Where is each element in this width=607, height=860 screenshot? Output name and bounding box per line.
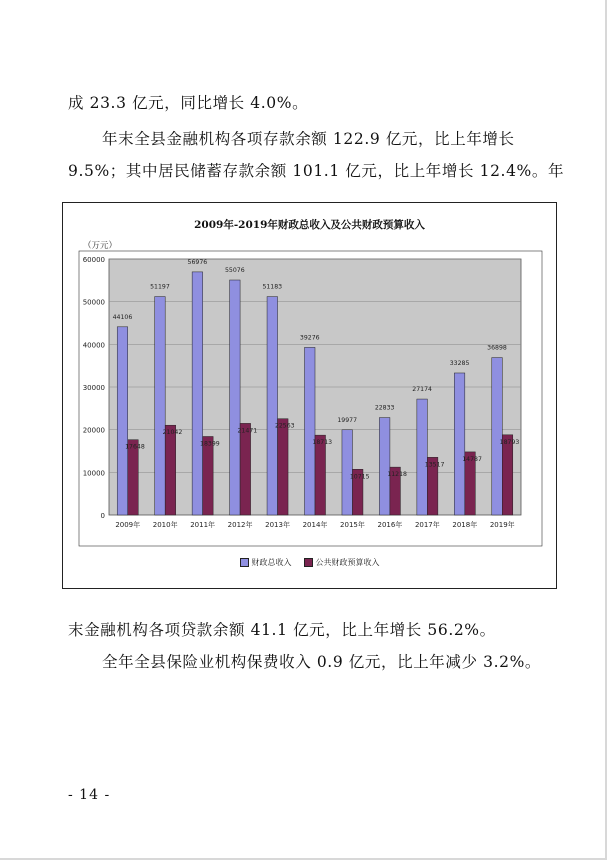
page-number: - 14 - [68,787,111,803]
data-label: 36898 [487,344,507,352]
bar-total-revenue [192,272,203,515]
bar-public-budget-revenue [315,435,326,515]
paragraph-line-1: 成 23.3 亿元，同比增长 4.0%。 [68,94,309,112]
data-label: 14787 [462,455,482,463]
bar-public-budget-revenue [502,435,512,515]
x-tick-label: 2010年 [152,521,178,529]
paragraph-line-3: 9.5%；其中居民储蓄存款余额 101.1 亿元，比上年增长 12.4%。年 [68,162,565,180]
bar-public-budget-revenue [128,440,138,515]
legend-item-total-revenue [240,557,292,568]
legend-label-public-budget-revenue: 公共财政预算收入 [315,558,380,567]
bar-total-revenue [117,327,128,515]
data-label: 22833 [374,404,395,412]
bar-chart [63,203,558,590]
data-label: 17648 [125,443,145,451]
bar-total-revenue [492,358,503,515]
bar-total-revenue [155,297,166,515]
x-tick-label: 2015年 [340,521,365,529]
data-label: 11218 [387,471,408,479]
data-label: 19977 [337,416,358,424]
y-tick-label: 10000 [82,469,105,478]
paragraph-line-2: 年末全县金融机构各项存款余额 122.9 亿元，比上年增长 [102,130,515,148]
bar-total-revenue [230,280,241,515]
data-label: 55076 [224,267,245,275]
data-label: 13517 [424,461,445,469]
x-tick-label: 2009年 [115,521,141,529]
bar-public-budget-revenue [240,423,251,515]
x-tick-label: 2011年 [190,521,216,529]
data-label: 44106 [112,313,133,321]
bar-public-budget-revenue [203,436,214,515]
paragraph-line-4: 末金融机构各项贷款余额 41.1 亿元，比上年增长 56.2%。 [68,621,496,639]
data-label: 18399 [200,440,220,448]
legend-swatch-public-budget-revenue [304,558,313,567]
chart-title: 2009年-2019年财政总收入及公共财政预算收入 [194,219,425,231]
data-label: 56976 [187,258,208,266]
x-tick-label: 2019年 [489,521,515,529]
data-label: 18793 [499,438,520,446]
data-label: 33285 [449,359,470,367]
data-label: 51183 [262,283,283,291]
y-tick-label: 0 [100,512,105,520]
x-tick-label: 2016年 [377,521,403,529]
chart-legend [63,557,556,568]
x-tick-label: 2012年 [227,521,253,529]
x-tick-label: 2013年 [265,521,290,529]
data-label: 39276 [299,334,320,342]
bar-public-budget-revenue [165,425,176,515]
y-tick-label: 60000 [82,256,105,264]
x-tick-label: 2014年 [302,521,328,529]
x-tick-label: 2017年 [414,521,440,529]
bar-total-revenue [417,399,428,515]
y-tick-label: 30000 [82,384,105,392]
data-label: 21042 [162,429,183,437]
data-label: 22563 [274,422,295,430]
legend-item-public-budget-revenue [304,557,380,568]
legend-swatch-total-revenue [240,558,249,567]
data-label: 18713 [312,439,333,447]
bar-total-revenue [267,297,278,515]
bar-total-revenue [305,347,316,515]
data-label: 10715 [349,473,370,481]
y-tick-label: 50000 [82,298,105,307]
legend-label-total-revenue: 财政总收入 [251,558,292,567]
y-tick-label: 40000 [82,341,105,350]
paragraph-line-5: 全年全县保险业机构保费收入 0.9 亿元，比上年减少 3.2%。 [102,653,542,671]
chart-frame [62,202,557,589]
y-axis-unit-label: （万元） [83,241,118,251]
data-label: 51197 [150,283,170,291]
y-tick-label: 20000 [82,426,105,435]
data-label: 21471 [237,427,258,435]
data-label: 27174 [412,386,432,394]
bar-public-budget-revenue [278,419,289,515]
x-tick-label: 2018年 [452,521,478,529]
bar-total-revenue [454,373,465,515]
bar-total-revenue [379,418,390,515]
